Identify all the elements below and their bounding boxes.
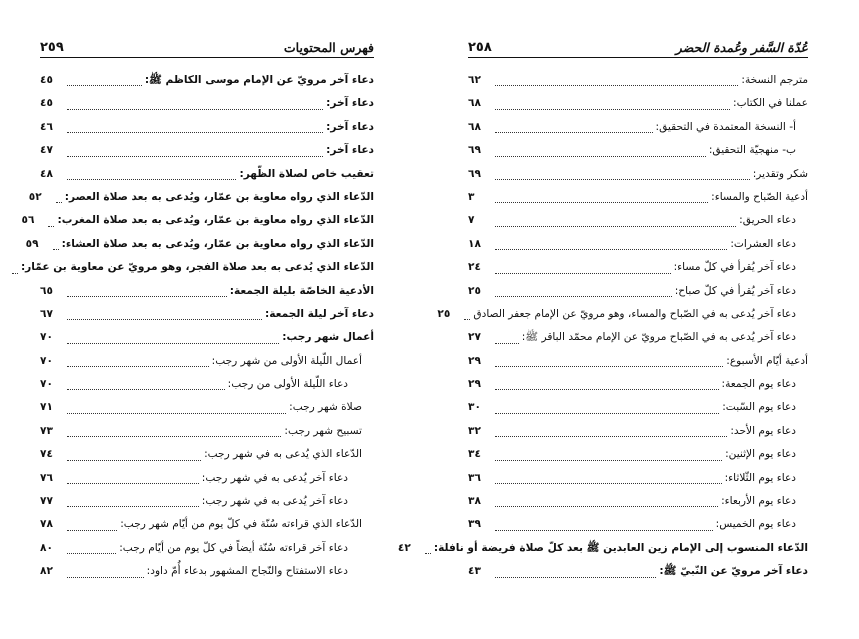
- toc-entry-title: دعاء يوم الأحد:: [730, 424, 796, 437]
- toc-entry-title: دعاء آخر يُدعى به في الصّباح مرويّ عن الإمام محمّد الباقر ﷺ:: [521, 331, 796, 344]
- dot-leader: [67, 530, 117, 531]
- toc-entry-page: ٤٦: [40, 120, 53, 133]
- toc-entry-page: ٦٧: [40, 307, 53, 320]
- dot-leader: [495, 202, 708, 203]
- toc-entry-page: ٣٢: [468, 424, 481, 437]
- toc-entry-page: ٢٤: [468, 261, 481, 274]
- toc-entry: [468, 233, 808, 256]
- toc-entry: [468, 186, 808, 209]
- toc-entry-title: دعاء يوم الخميس:: [715, 518, 796, 531]
- toc-entry-title: ب- منهجيّة التحقيق:: [708, 144, 796, 157]
- toc-entry-page: ٧١: [40, 401, 53, 414]
- toc-entry: [468, 420, 808, 443]
- toc-entry-title: الدّعاء الذي يُدعى به بعد صلاة الفجر، وهو مرويّ عن معاوية بن عمّار:: [20, 261, 374, 274]
- dot-leader: [495, 343, 519, 344]
- dot-leader: [67, 109, 323, 110]
- toc-entry-page: ٨٠: [40, 541, 53, 554]
- dot-leader: [67, 460, 201, 461]
- dot-leader: [495, 483, 722, 484]
- toc-entry-page: ٦٨: [468, 120, 481, 133]
- toc-entry-title: دعاء آخر يُدعى به في الصّباح والمساء، وهو مرويّ عن الإمام جعفر الصادق: [473, 307, 796, 320]
- toc-entry: [468, 560, 808, 583]
- dot-leader: [67, 132, 323, 133]
- toc-entry: [25, 233, 374, 256]
- dot-leader: [67, 506, 199, 507]
- toc-entry-title: دعاء يوم الإثنين:: [725, 448, 796, 461]
- toc-entry: [40, 350, 374, 373]
- toc-entry: [40, 163, 374, 186]
- toc-entry-title: دعاء اللّيلة الأولى من رجب:: [227, 378, 348, 391]
- toc-entry-page: ٢٥: [437, 307, 451, 320]
- toc-entry: [40, 467, 374, 490]
- toc-entry-page: [0, 256, 9, 279]
- toc-entry-title: دعاء يوم الجمعة:: [721, 378, 796, 391]
- dot-leader: [56, 202, 62, 203]
- dot-leader: [495, 366, 723, 367]
- toc-entry-title: أعمال شهر رجب:: [282, 331, 374, 344]
- toc-entry: [468, 209, 808, 232]
- toc-entry-title: أدعية الصّباح والمساء:: [711, 190, 808, 203]
- dot-leader: [67, 389, 225, 390]
- toc-entry-page: ٧٨: [40, 518, 53, 531]
- toc-entry: [40, 92, 374, 115]
- dot-leader: [495, 109, 730, 110]
- toc-entry: [468, 350, 808, 373]
- toc-entry-page: ٤٥: [40, 97, 53, 110]
- toc-entry: [397, 537, 808, 560]
- toc-entry: [40, 513, 374, 536]
- dot-leader: [495, 460, 722, 461]
- dot-leader: [67, 343, 279, 344]
- toc-entry-page: ٧٤: [40, 448, 53, 461]
- toc-entry-title: أ- النسخة المعتمدة في التحقيق:: [655, 120, 796, 133]
- dot-leader: [495, 273, 671, 274]
- dot-leader: [53, 249, 59, 250]
- left-page-header: [40, 37, 374, 58]
- toc-entry-title: تسبيح شهر رجب:: [284, 424, 362, 437]
- toc-entry: [468, 116, 808, 139]
- dot-leader: [495, 436, 727, 437]
- toc-entry-title: مترجم النسخة:: [741, 74, 808, 86]
- toc-entry: [40, 396, 374, 419]
- toc-entry-title: دعاء آخر:: [326, 97, 374, 110]
- toc-entry-page: ٧٠: [40, 354, 53, 367]
- toc-entry-page: ٤٢: [397, 541, 411, 554]
- toc-entry-page: ٦٨: [468, 97, 481, 110]
- toc-entry-page: ٥٦: [21, 214, 35, 227]
- dot-leader: [495, 577, 656, 578]
- toc-entry: [40, 280, 374, 303]
- toc-entry-page: ٣٩: [468, 518, 481, 531]
- toc-entry-title: الدّعاء الذي يُدعى به في شهر رجب:: [204, 448, 362, 461]
- toc-entry-title: دعاء آخر يُقرأ في كلّ صباح:: [674, 284, 796, 297]
- toc-entry: [40, 139, 374, 162]
- dot-leader: [67, 85, 142, 86]
- toc-entry-title: دعاء آخر:: [326, 144, 374, 157]
- toc-entry: [468, 490, 808, 513]
- dot-leader: [67, 296, 227, 297]
- toc-entry: [468, 280, 808, 303]
- toc-entry: [28, 186, 374, 209]
- toc-entry: [468, 513, 808, 536]
- toc-entry: [40, 116, 374, 139]
- toc-entry-page: ٦٥: [40, 284, 53, 297]
- toc-entry-title: أدعية أيّام الأسبوع:: [726, 354, 808, 367]
- toc-entry-page: ٥٢: [28, 190, 42, 203]
- dot-leader: [495, 413, 719, 414]
- toc-entry-title: دعاء آخر قراءته سُنّة أيضاً في كلّ يوم من أيّام رجب:: [119, 541, 348, 554]
- toc-entry-page: ٣٤: [468, 448, 481, 461]
- right-page: [397, 0, 859, 639]
- toc-entry-title: دعاء يوم الثّلاثاء:: [724, 471, 796, 484]
- toc-entry: [468, 467, 808, 490]
- toc-entry-page: ٣٦: [468, 471, 481, 484]
- toc-entry-title: دعاء آخر مرويّ عن الإمام موسى الكاظم ﷺ:: [144, 74, 374, 86]
- toc-entry-page: ٦٢: [468, 74, 481, 86]
- dot-leader: [464, 319, 470, 320]
- toc-entry-page: ٦٩: [468, 144, 481, 157]
- right-page-header: [468, 37, 808, 58]
- dot-leader: [495, 530, 713, 531]
- dot-leader: [67, 436, 281, 437]
- toc-entry-title: أعمال اللّيلة الأولى من شهر رجب:: [211, 354, 362, 367]
- toc-entry: [468, 92, 808, 115]
- toc-entry-title: دعاء آخر ليلة الجمعة:: [264, 307, 374, 320]
- toc-entry-title: الدّعاء الذي رواه معاوية بن عمّار، ويُدعى به بعد صلاة المغرب:: [57, 214, 374, 227]
- toc-entry-title: الدّعاء المنسوب إلى الإمام زين العابدين ﷺ بعد كلّ صلاة فريضة أو نافلة:: [433, 541, 808, 554]
- dot-leader: [495, 179, 750, 180]
- toc-entry-page: ٢٩: [468, 378, 481, 391]
- toc-entry-title: الدّعاء الذي رواه معاوية بن عمّار، ويُدعى به بعد صلاة العشاء:: [61, 237, 374, 250]
- toc-list: [397, 69, 808, 584]
- page-title: عُدّة السَّفر وعُمدة الحضر: [675, 39, 808, 55]
- dot-leader: [12, 273, 18, 274]
- dot-leader: [67, 553, 116, 554]
- toc-entry: [468, 256, 808, 279]
- toc-entry-page: ١٨: [468, 237, 481, 250]
- toc-entry: [40, 373, 374, 396]
- toc-entry-page: ٧٧: [40, 495, 53, 508]
- toc-entry-page: ٦٩: [468, 167, 481, 180]
- toc-entry: [40, 490, 374, 513]
- toc-entry-title: دعاء آخر يُدعى به في شهر رجب:: [201, 471, 348, 484]
- toc-entry: [437, 303, 808, 326]
- toc-entry: [468, 326, 808, 349]
- dot-leader: [67, 156, 323, 157]
- toc-entry-title: شكر وتقدير:: [752, 167, 808, 180]
- dot-leader: [67, 483, 199, 484]
- toc-entry-title: عملنا في الكتاب:: [733, 97, 808, 110]
- page-title: فهرس المحتويات: [283, 39, 374, 55]
- toc-entry: [21, 209, 374, 232]
- toc-entry: [468, 163, 808, 186]
- toc-entry-title: دعاء آخر يُدعى به في شهر رجب:: [201, 495, 348, 508]
- toc-entry: [468, 443, 808, 466]
- toc-entry-page: ٤٥: [40, 74, 53, 86]
- toc-entry-title: الأدعية الخاصّة بليلة الجمعة:: [229, 284, 374, 297]
- dot-leader: [495, 249, 727, 250]
- toc-entry-title: دعاء الاستفتاح والنّجاح المشهور بدعاء أُمّ داود:: [146, 565, 348, 578]
- toc-entry-title: دعاء يوم الأربعاء:: [721, 495, 796, 508]
- dot-leader: [48, 226, 54, 227]
- toc-entry-page: ٧٦: [40, 471, 53, 484]
- dot-leader: [425, 553, 431, 554]
- toc-entry-page: ٥٩: [25, 237, 39, 250]
- toc-entry-page: ٧: [468, 214, 475, 227]
- toc-entry-page: ٢٩: [468, 354, 481, 367]
- toc-entry-page: ٧٠: [40, 378, 53, 391]
- toc-entry-title: دعاء آخر يُقرأ في كلّ مساء:: [673, 261, 796, 274]
- toc-entry-page: ٣: [468, 190, 475, 203]
- toc-entry: [40, 560, 374, 583]
- toc-entry: [468, 396, 808, 419]
- toc-entry: [40, 443, 374, 466]
- dot-leader: [67, 179, 236, 180]
- toc-entry: [468, 373, 808, 396]
- toc-entry-page: ٣٨: [468, 495, 481, 508]
- toc-entry-page: ٢٧: [468, 331, 481, 344]
- toc-entry-page: ٨٢: [40, 565, 53, 578]
- toc-entry-page: ٢٥: [468, 284, 481, 297]
- dot-leader: [495, 389, 719, 390]
- toc-entry-title: تعقيب خاص لصلاة الظّهر:: [239, 167, 374, 180]
- toc-entry: [468, 69, 808, 92]
- dot-leader: [495, 296, 672, 297]
- toc-entry-page: ٧٠: [40, 331, 53, 344]
- toc-entry-page: ٧٣: [40, 424, 53, 437]
- toc-entry-page: ٣٠: [468, 401, 481, 414]
- toc-entry: [468, 139, 808, 162]
- toc-entry-title: دعاء آخر مرويّ عن النّبيّ ﷺ:: [659, 565, 808, 578]
- toc-list: [20, 69, 374, 584]
- toc-entry-title: دعاء الحريق:: [739, 214, 796, 227]
- toc-entry-title: دعاء العشرات:: [730, 237, 796, 250]
- toc-entry-title: الدّعاء الذي رواه معاوية بن عمّار، ويُدعى به بعد صلاة العصر:: [64, 190, 374, 203]
- dot-leader: [495, 85, 738, 86]
- dot-leader: [495, 132, 653, 133]
- page-number: ٢٥٩: [40, 39, 64, 55]
- toc-entry-page: ٤٧: [40, 144, 53, 157]
- page-number: ٢٥٨: [468, 39, 492, 55]
- toc-entry: [40, 537, 374, 560]
- toc-entry-title: دعاء آخر:: [326, 120, 374, 133]
- toc-entry: [20, 256, 374, 279]
- toc-entry-title: صلاة شهر رجب:: [289, 401, 362, 414]
- dot-leader: [67, 577, 144, 578]
- dot-leader: [67, 413, 286, 414]
- toc-entry: [40, 69, 374, 92]
- dot-leader: [67, 319, 262, 320]
- dot-leader: [495, 506, 718, 507]
- dot-leader: [495, 156, 706, 157]
- toc-entry: [40, 303, 374, 326]
- toc-entry: [40, 420, 374, 443]
- toc-entry-page: ٤٨: [40, 167, 53, 180]
- toc-entry-page: ٤٣: [468, 565, 481, 578]
- toc-entry-title: الدّعاء الذي قراءته سُنّة في كلّ يوم من أيّام شهر رجب:: [120, 518, 362, 531]
- dot-leader: [67, 366, 209, 367]
- dot-leader: [495, 226, 736, 227]
- toc-entry: [40, 326, 374, 349]
- toc-entry-title: دعاء يوم السّبت:: [722, 401, 796, 414]
